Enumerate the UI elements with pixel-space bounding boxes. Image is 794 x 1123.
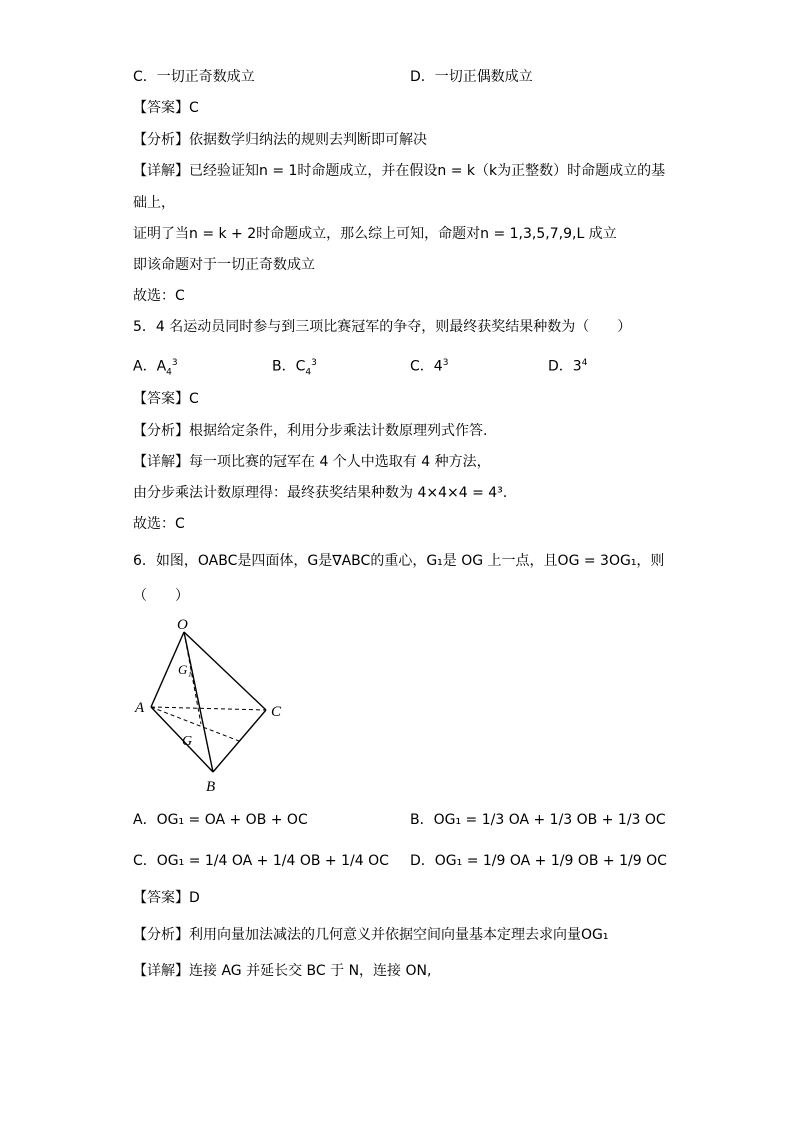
q5-option-b (272, 354, 317, 381)
tetrahedron-figure (128, 612, 298, 797)
q6-analysis: 【分析】利用向量加法减法的几何意义并依据空间向量基本定理去求向量OG₁ (133, 927, 609, 943)
q6-option-b: B．OG₁ = 1/3 OA + 1/3 OB + 1/3 OC (410, 812, 666, 828)
label-A: A (135, 700, 145, 716)
q5-option-a-text: A．A (133, 358, 167, 375)
q6-option-c: C．OG₁ = 1/4 OA + 1/4 OB + 1/4 OC (133, 853, 389, 869)
q4-choose: 故选：C (133, 288, 185, 304)
q6-detail-line1: 【详解】连接 AG 并延长交 BC 于 N，连接 ON, (133, 963, 432, 979)
q6-answer: 【答案】D (133, 890, 200, 906)
edge-BC (213, 710, 266, 772)
q4-detail-line3: 证明了当n = k + 2时命题成立，那么综上可知，命题对n = 1,3,5,7,9,L 成立 (133, 226, 617, 242)
q4-analysis: 【分析】依据数学归纳法的规则去判断即可解决 (133, 132, 427, 148)
q5-option-a (133, 354, 178, 381)
q5-choose: 故选：C (133, 516, 185, 532)
q6-stem-line1: 6．如图，OABC是四面体，G是∇ABC的重心，G₁是 OG 上一点，且OG = 3OG₁，则 (133, 553, 665, 569)
q5-answer: 【答案】C (133, 391, 199, 407)
q5-option-b-sup: 3 (311, 358, 317, 368)
q5-option-a-sub: 4 (166, 367, 172, 378)
q4-detail-line4: 即该命题对于一切正奇数成立 (133, 257, 315, 273)
label-G: G (182, 734, 193, 749)
q5-option-c-text: C．4 (410, 358, 443, 375)
q5-option-c-sup: 3 (442, 358, 449, 368)
segment-AN-dashed (151, 707, 239, 741)
q5-detail-line1: 【详解】每一项比赛的冠军在 4 个人中选取有 4 种方法， (133, 454, 491, 470)
q4-detail-line1: 【详解】已经验证知n = 1时命题成立，并在假设n = k（k为正整数）时命题成立的基 (133, 163, 666, 179)
q6-stem-line2: （ ） (133, 588, 189, 604)
q5-option-b-text: B．C (272, 358, 306, 375)
q5-option-d (548, 354, 587, 376)
label-G1: G₁ (178, 662, 192, 677)
q4-option-c: C．一切正奇数成立 (133, 69, 255, 85)
q4-option-d: D．一切正偶数成立 (410, 69, 533, 85)
q5-option-d-text: D．3 (548, 358, 582, 375)
edge-OC (184, 632, 266, 710)
label-B: B (206, 779, 216, 795)
q5-option-d-sup: 4 (581, 358, 588, 368)
q6-option-d: D．OG₁ = 1/9 OA + 1/9 OB + 1/9 OC (410, 853, 667, 869)
q6-option-a: A．OG₁ = OA + OB + OC (133, 812, 308, 828)
q5-detail-line2: 由分步乘法计数原理得：最终获奖结果种数为 4×4×4 = 4³. (133, 485, 508, 501)
q5-analysis: 【分析】根据给定条件，利用分步乘法计数原理列式作答. (133, 423, 488, 439)
q5-option-b-sub: 4 (305, 367, 312, 378)
label-O: O (177, 617, 188, 633)
label-C: C (271, 704, 282, 720)
q4-answer: 【答案】C (133, 100, 199, 116)
q5-option-a-sup: 3 (171, 358, 178, 368)
edge-AC-dashed (151, 707, 266, 710)
q5-option-c (410, 354, 448, 376)
q5-stem: 5．4 名运动员同时参与到三项比赛冠军的争夺，则最终获奖结果种数为（ ） (133, 319, 632, 335)
q4-detail-line2: 础上， (133, 195, 175, 211)
